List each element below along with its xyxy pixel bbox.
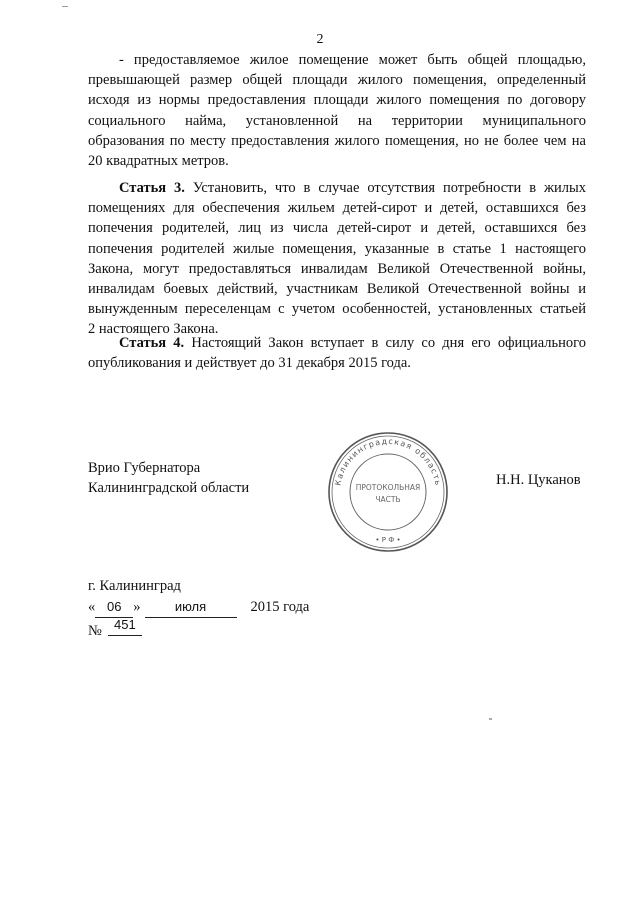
article-4-label: Статья 4. xyxy=(119,335,185,351)
place-of-signing: г. Калининград xyxy=(88,578,181,594)
text-line: 20 квадратных метров. xyxy=(88,153,229,170)
signatory-position-line: Калининградской области xyxy=(88,480,250,496)
page-number: 2 xyxy=(316,32,324,47)
article-3-label: Статья 3. xyxy=(119,180,185,196)
text-line: 2 настоящего Закона. xyxy=(88,321,219,338)
text-line: - предоставляемое жилое помещение может быть общей площадью, xyxy=(119,52,586,68)
text-line: превышающей размер общей площади жилого помещения, определенный xyxy=(88,72,586,89)
date-year: 2015 года xyxy=(250,599,310,615)
text-line: помещениях для обеспечения жильем детей-сирот и детей, оставшихся без xyxy=(88,200,586,217)
stamp-ring-text: Калининградская область xyxy=(333,436,443,487)
text-line: Закона, могут предоставляться инвалидам Великой Отечественной войны, xyxy=(88,260,586,277)
text-line: инвалидам боевых действий, участникам Великой Отечественной войны и xyxy=(88,281,586,298)
article-3-text: Установить, что в случае отсутствия потребности в жилых xyxy=(184,180,586,196)
signatory-name: Н.Н. Цуканов xyxy=(496,472,581,488)
official-stamp xyxy=(326,430,450,554)
paragraph-article-4 xyxy=(88,333,586,373)
signatory-position xyxy=(88,458,249,498)
scan-artifact xyxy=(62,6,68,7)
text-line: социального найма, установленной на территории муниципального xyxy=(88,112,586,129)
svg-text:Калининградская область xyxy=(333,437,442,487)
text-line xyxy=(88,178,586,198)
signatory-position-line: Врио Губернатора xyxy=(88,460,201,476)
paragraph-article-3 xyxy=(88,178,586,340)
law-number xyxy=(88,617,142,642)
text-line: попечения родителей жилые помещения, указанные в статье 1 настоящего xyxy=(88,240,586,257)
scan-artifact xyxy=(489,718,492,720)
stamp-inner-text: ПРОТОКОЛЬНАЯ xyxy=(355,483,421,492)
date-month: июля xyxy=(145,597,237,618)
text-line: опубликования и действует до 31 декабря 2015 года. xyxy=(88,355,411,372)
number-sign: № xyxy=(88,623,102,639)
text-line xyxy=(88,333,586,353)
date-close-quote: » xyxy=(133,599,141,615)
stamp-inner-text: ЧАСТЬ xyxy=(375,495,401,504)
paragraph-area-limit xyxy=(88,50,586,171)
date-day: 06 xyxy=(95,597,133,618)
text-line: образования по месту предоставления жилого помещения, но не более чем на xyxy=(88,132,586,149)
stamp-bottom-text: • Р Ф • xyxy=(375,536,401,544)
article-4-text: Настоящий Закон вступает в силу со дня его официального xyxy=(184,335,586,351)
text-line: попечения родителей, лиц из числа детей-сирот и детей, оставшихся без xyxy=(88,220,586,237)
date-open-quote: « xyxy=(88,599,96,615)
number-value: 451 xyxy=(108,615,142,636)
text-line: вынужденным переселенцам с учетом особенностей, установленных статьей xyxy=(88,301,586,318)
text-line: исходя из нормы предоставления площади жилого помещения по договору xyxy=(88,92,586,109)
